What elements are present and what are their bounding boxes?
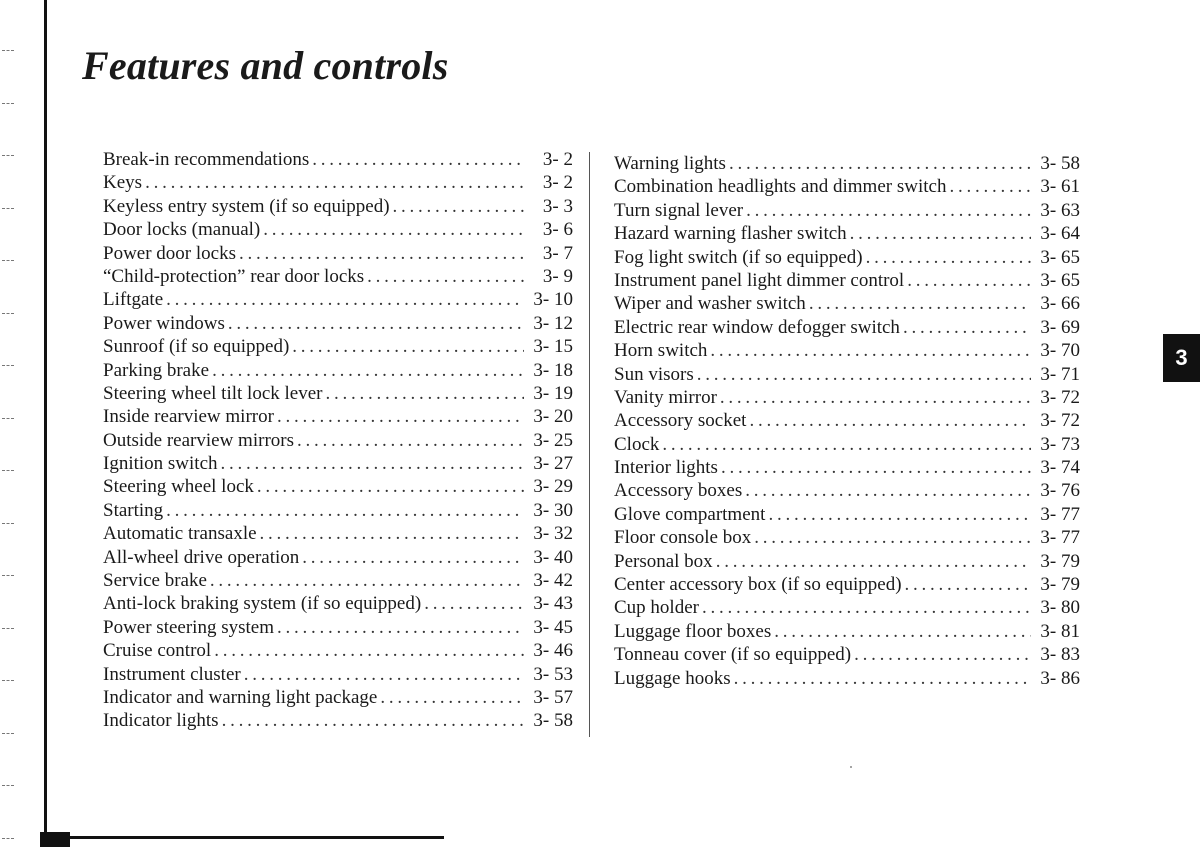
toc-entry [614,526,1080,549]
margin-tick [2,103,14,104]
dot-leader [277,616,524,639]
toc-entry-title: Turn signal lever [614,199,744,221]
toc-entry-title: Instrument cluster [103,663,241,685]
toc-entry-page-number: 3- 6 [542,219,573,241]
dot-leader [222,709,524,732]
page-corner-mark [40,832,70,847]
toc-entry [614,292,1080,315]
toc-entry [103,171,573,194]
margin-tick [2,260,14,261]
toc-entry-page-number: 3- 79 [1040,574,1080,596]
margin-tick [2,838,14,839]
dot-leader [166,288,524,311]
margin-tick [2,733,14,734]
toc-entry-page-number: 3- 74 [1040,457,1080,479]
dot-leader [260,522,524,545]
toc-entry-title: Cruise control [103,640,212,662]
toc-entry [103,195,573,218]
toc-entry-page-number: 3- 2 [542,172,573,194]
dot-leader [292,335,524,358]
dot-leader [277,405,524,428]
toc-entry [103,686,573,709]
toc-entry-page-number: 3- 70 [1040,340,1080,362]
dot-leader [424,592,524,615]
toc-entry-title: Ignition switch [103,453,218,475]
toc-entry [103,359,573,382]
toc-entry-page-number: 3- 32 [533,523,573,545]
toc-entry-page-number: 3- 12 [533,312,573,334]
toc-entry-title: Wiper and washer switch [614,293,806,315]
toc-entry-title: Sunroof (if so equipped) [103,336,290,358]
dot-leader [866,246,1031,269]
dot-leader [214,639,524,662]
toc-entry-page-number: 3- 30 [533,499,573,521]
toc-entry-title: Horn switch [614,340,708,362]
margin-tick [2,680,14,681]
toc-entry-page-number: 3- 3 [542,195,573,217]
toc-entry-page-number: 3- 40 [533,546,573,568]
toc-entry [103,639,573,662]
page-bottom-rule [44,836,444,839]
scan-speck [850,766,852,768]
margin-tick [2,418,14,419]
toc-entry-page-number: 3- 25 [533,429,573,451]
toc-entry [103,288,573,311]
toc-entry-title: Automatic transaxle [103,523,257,545]
toc-entry [103,569,573,592]
toc-entry-page-number: 3- 81 [1040,620,1080,642]
toc-entry-page-number: 3- 73 [1040,433,1080,455]
toc-entry-page-number: 3- 43 [533,593,573,615]
toc-entry-page-number: 3- 76 [1040,480,1080,502]
dot-leader [721,456,1031,479]
toc-entry-title: Tonneau cover (if so equipped) [614,644,852,666]
dot-leader [745,479,1031,502]
toc-entry-title: Liftgate [103,289,164,311]
toc-entry [614,246,1080,269]
toc-entry-page-number: 3- 77 [1040,503,1080,525]
toc-entry-page-number: 3- 15 [533,336,573,358]
toc-entry-title: Break-in recommendations [103,149,310,170]
dot-leader [166,499,524,522]
dot-leader [710,339,1031,362]
dot-leader [729,152,1031,175]
toc-entry-title: Door locks (manual) [103,219,261,241]
toc-entry [614,269,1080,292]
toc-entry [614,573,1080,596]
toc-entry-title: Electric rear window defogger switch [614,316,900,338]
toc-entry [614,643,1080,666]
toc-entry-title: All-wheel drive operation [103,546,300,568]
toc-entry-page-number: 3- 46 [533,640,573,662]
page-title: Features and controls [82,43,449,88]
margin-tick [2,313,14,314]
toc-entry-page-number: 3- 18 [533,359,573,381]
toc-entry-title: Anti-lock braking system (if so equipped) [103,593,422,615]
margin-tick [2,50,14,51]
toc-entry-page-number: 3- 9 [542,265,573,287]
toc-entry-page-number: 3- 45 [533,616,573,638]
toc-entry-title: Glove compartment [614,503,766,525]
toc-entry-title: Clock [614,433,660,455]
toc-entry [103,405,573,428]
dot-leader [903,316,1031,339]
dot-leader [774,620,1031,643]
toc-entry [614,409,1080,432]
margin-tick [2,523,14,524]
toc-entry [614,222,1080,245]
dot-leader [716,550,1031,573]
toc-entry [103,499,573,522]
toc-entry-page-number: 3- 10 [533,289,573,311]
toc-entry-title: Accessory boxes [614,480,743,502]
toc-entry-title: Power steering system [103,616,274,638]
dot-leader [212,359,524,382]
dot-leader [702,596,1031,619]
dot-leader [749,409,1031,432]
dot-leader [257,475,524,498]
toc-entry [103,522,573,545]
toc-entry-page-number: 3- 2 [542,149,573,170]
dot-leader [854,643,1031,666]
dot-leader [302,546,524,569]
toc-entry-page-number: 3- 69 [1040,316,1080,338]
toc-entry-title: Cup holder [614,597,699,619]
toc-entry-title: Interior lights [614,457,718,479]
toc-entry [103,242,573,265]
toc-entry-page-number: 3- 57 [533,686,573,708]
toc-entry-title: Indicator and warning light package [103,686,378,708]
toc-entry-title: Power door locks [103,242,236,264]
dot-leader [312,148,524,171]
toc-entry-page-number: 3- 71 [1040,363,1080,385]
toc-entry [103,382,573,405]
toc-entry [103,475,573,498]
toc-entry-title: Starting [103,499,164,521]
dot-leader [720,386,1031,409]
margin-tick [2,575,14,576]
dot-leader [263,218,524,241]
toc-entry [614,620,1080,643]
dot-leader [905,573,1031,596]
toc-entry-title: Hazard warning flasher switch [614,223,847,245]
dot-leader [662,433,1031,456]
toc-entry [614,433,1080,456]
toc-entry-page-number: 3- 53 [533,663,573,685]
dot-leader [367,265,524,288]
toc-entry [103,312,573,335]
toc-entry-title: Luggage hooks [614,667,731,689]
dot-leader [746,199,1031,222]
margin-tick [2,208,14,209]
toc-entry-page-number: 3- 19 [533,382,573,404]
toc-entry-page-number: 3- 29 [533,476,573,498]
toc-entry [103,148,573,171]
margin-tick [2,785,14,786]
toc-entry [103,663,573,686]
dot-leader [907,269,1031,292]
dot-leader [244,663,524,686]
toc-entry [614,479,1080,502]
toc-entry [103,709,573,732]
toc-entry-title: Steering wheel tilt lock lever [103,382,323,404]
toc-entry-page-number: 3- 79 [1040,550,1080,572]
toc-entry-title: Instrument panel light dimmer control [614,269,905,291]
toc-entry-page-number: 3- 63 [1040,199,1080,221]
dot-leader [239,242,524,265]
dot-leader [809,292,1031,315]
toc-entry-page-number: 3- 80 [1040,597,1080,619]
toc-entry [614,667,1080,690]
toc-entry-page-number: 3- 72 [1040,410,1080,432]
column-divider [589,152,590,737]
toc-left-column [103,148,573,733]
dot-leader [949,175,1031,198]
dot-leader [850,222,1031,245]
dot-leader [145,171,524,194]
toc-entry [103,429,573,452]
margin-tick [2,365,14,366]
toc-entry-title: Parking brake [103,359,210,381]
toc-entry-title: Keyless entry system (if so equipped) [103,195,390,217]
dot-leader [754,526,1031,549]
chapter-tab: 3 [1163,334,1200,382]
toc-entry-title: Keys [103,172,143,194]
toc-entry [614,503,1080,526]
dot-leader [393,195,524,218]
toc-entry-page-number: 3- 86 [1040,667,1080,689]
margin-tick [2,628,14,629]
toc-entry [103,592,573,615]
toc-entry-page-number: 3- 64 [1040,223,1080,245]
toc-entry-title: Inside rearview mirror [103,406,274,428]
toc-entry-page-number: 3- 66 [1040,293,1080,315]
toc-entry [103,452,573,475]
toc-entry-title: Accessory socket [614,410,747,432]
toc-entry-page-number: 3- 77 [1040,527,1080,549]
toc-right-column [614,152,1080,690]
toc-entry [614,596,1080,619]
toc-entry-page-number: 3- 7 [542,242,573,264]
toc-entry-page-number: 3- 58 [533,710,573,732]
dot-leader [697,363,1031,386]
toc-entry-title: Warning lights [614,153,726,174]
toc-entry-title: Center accessory box (if so equipped) [614,574,902,596]
binding-edge-line [44,0,47,847]
margin-tick [2,470,14,471]
toc-entry-title: Combination headlights and dimmer switch [614,176,947,198]
margin-tick [2,155,14,156]
toc-entry-page-number: 3- 42 [533,570,573,592]
toc-entry-title: Indicator lights [103,710,219,732]
toc-entry [103,546,573,569]
toc-entry-title: Luggage floor boxes [614,620,772,642]
toc-entry [103,335,573,358]
toc-entry-title: Power windows [103,312,225,334]
toc-entry [614,386,1080,409]
toc-entry-page-number: 3- 72 [1040,386,1080,408]
toc-entry-title: Service brake [103,570,207,592]
toc-entry [614,339,1080,362]
dot-leader [221,452,524,475]
dot-leader [734,667,1031,690]
toc-entry [614,363,1080,386]
toc-entry-page-number: 3- 58 [1040,153,1080,174]
toc-entry [103,218,573,241]
toc-entry [614,199,1080,222]
dot-leader [297,429,524,452]
binding-margin-marks [0,0,20,847]
toc-entry [614,456,1080,479]
dot-leader [228,312,524,335]
toc-entry-page-number: 3- 27 [533,453,573,475]
toc-entry-title: Floor console box [614,527,752,549]
toc-entry [614,152,1080,175]
toc-entry [614,316,1080,339]
toc-entry-title: Vanity mirror [614,386,717,408]
toc-entry-page-number: 3- 65 [1040,246,1080,268]
toc-entry-page-number: 3- 65 [1040,269,1080,291]
toc-entry-title: Sun visors [614,363,694,385]
toc-entry-title: Personal box [614,550,713,572]
toc-entry-title: Steering wheel lock [103,476,254,498]
toc-entry [614,175,1080,198]
dot-leader [210,569,524,592]
toc-entry [103,616,573,639]
dot-leader [380,686,524,709]
dot-leader [768,503,1031,526]
toc-entry-page-number: 3- 83 [1040,644,1080,666]
toc-entry [614,550,1080,573]
toc-entry-title: Outside rearview mirrors [103,429,294,451]
toc-entry [103,265,573,288]
toc-entry-page-number: 3- 20 [533,406,573,428]
dot-leader [325,382,524,405]
toc-entry-title: Fog light switch (if so equipped) [614,246,863,268]
toc-entry-title: “Child-protection” rear door locks [103,265,365,287]
toc-entry-page-number: 3- 61 [1040,176,1080,198]
